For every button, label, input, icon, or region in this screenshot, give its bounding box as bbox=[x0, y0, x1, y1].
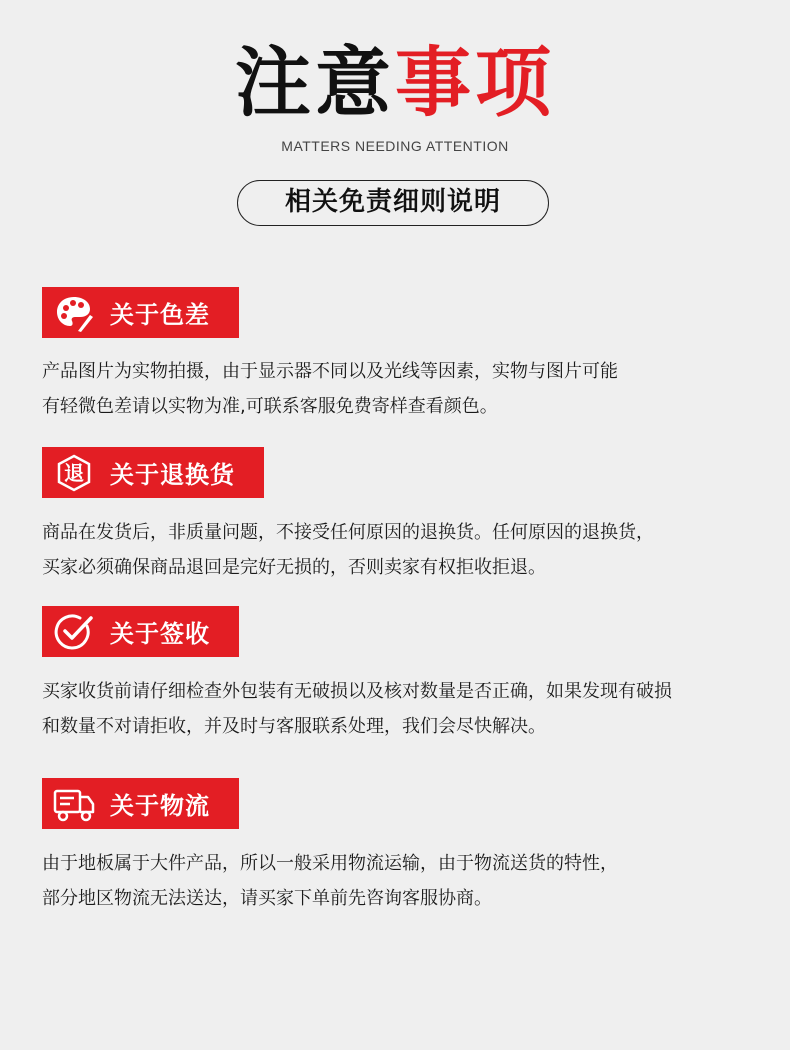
page-subtitle: MATTERS NEEDING ATTENTION bbox=[281, 138, 509, 154]
section-label: 关于色差 bbox=[110, 301, 210, 329]
body-line: 买家收货前请仔细检查外包装有无破损以及核对数量是否正确，如果发现有破损 bbox=[42, 681, 672, 702]
section-label: 关于物流 bbox=[110, 792, 210, 820]
section-badge bbox=[42, 606, 239, 657]
section-badge bbox=[42, 287, 239, 338]
body-line: 由于地板属于大件产品，所以一般采用物流运输，由于物流送货的特性， bbox=[42, 853, 618, 874]
return-icon bbox=[50, 453, 98, 493]
section-badge bbox=[42, 447, 264, 498]
section-returns bbox=[42, 447, 654, 585]
check-circle-icon bbox=[50, 612, 98, 652]
page-title bbox=[0, 38, 790, 128]
section-color-difference bbox=[42, 287, 618, 424]
section-body bbox=[42, 354, 618, 424]
body-line: 和数量不对请拒收，并及时与客服联系处理，我们会尽快解决。 bbox=[42, 716, 546, 737]
return-icon-glyph: 退 bbox=[64, 460, 84, 485]
body-line: 产品图片为实物拍摄，由于显示器不同以及光线等因素，实物与图片可能 bbox=[42, 361, 618, 382]
section-label: 关于签收 bbox=[110, 620, 210, 648]
title-red-part: 事项 bbox=[395, 38, 555, 127]
body-line: 商品在发货后，非质量问题，不接受任何原因的退换货。任何原因的退换货， bbox=[42, 522, 654, 543]
title-black-part: 注意 bbox=[235, 38, 395, 127]
section-body bbox=[42, 674, 672, 744]
body-line: 部分地区物流无法送达，请买家下单前先咨询客服协商。 bbox=[42, 888, 492, 909]
section-body bbox=[42, 846, 618, 916]
section-body bbox=[42, 515, 654, 585]
section-signing bbox=[42, 606, 672, 744]
body-line: 买家必须确保商品退回是完好无损的，否则卖家有权拒收拒退。 bbox=[42, 557, 546, 578]
section-badge bbox=[42, 778, 239, 829]
truck-icon bbox=[50, 784, 98, 824]
palette-icon bbox=[50, 293, 98, 333]
body-line: 有轻微色差请以实物为准,可联系客服免费寄样查看颜色。 bbox=[42, 396, 498, 417]
section-label: 关于退换货 bbox=[110, 461, 235, 489]
disclaimer-pill: 相关免责细则说明 bbox=[237, 180, 549, 226]
section-logistics bbox=[42, 778, 618, 916]
